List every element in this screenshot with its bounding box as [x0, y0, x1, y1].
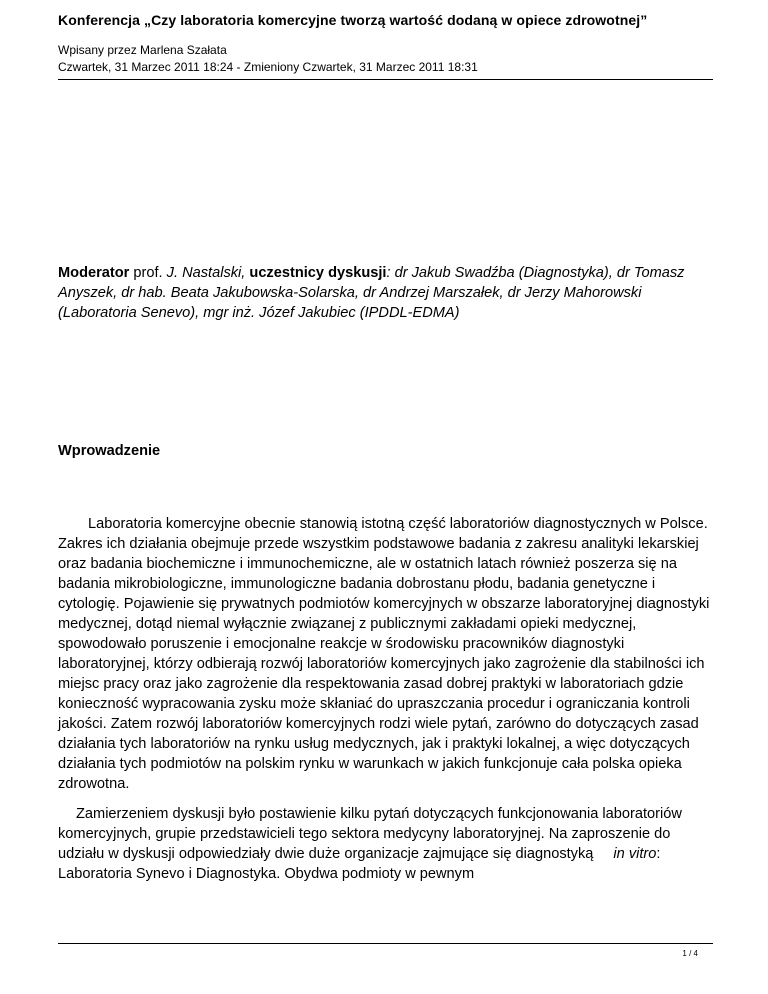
- section-title: Wprowadzenie: [58, 443, 161, 459]
- dates-line: Czwartek, 31 Marzec 2011 18:24 - Zmieniony Czwartek, 31 Marzec 2011 18:31: [58, 60, 478, 74]
- paragraph-2: [58, 804, 718, 884]
- page-header-title: Konferencja „Czy laboratoria komercyjne tworzą wartość dodaną w opiece zdrowotnej”: [58, 12, 648, 28]
- paragraph-2-text: Zamierzeniem dyskusji było postawienie kilku pytań dotyczących funkcjonowania laboratoriów komercyjnych, grupie przedstawicieli tego sektora medycyny laboratoryjnej. Na zaproszenie do udziału w dyskusji odpowiedziały dwie duże organizacje zajmujące się diagnostyką: [58, 806, 682, 862]
- paragraph-2-italic: in vitro: [613, 846, 657, 862]
- paragraph-1: [58, 514, 718, 794]
- author-line: Wpisany przez Marlena Szałata: [58, 43, 227, 57]
- moderator-prefix: prof.: [129, 265, 167, 281]
- moderator-name: J. Nastalski,: [166, 265, 246, 281]
- paragraph-1-text: Laboratoria komercyjne obecnie stanowią istotną część laboratoriów diagnostycznych w Polsce. Zakres ich działania obejmuje przede wszystkim podstawowe badania z zakresu analityki lekarskiej oraz badania biochemiczne i immunochemiczne, ale w ostatnich latach również poszerza się na badania mikrobiologiczne, immunologiczne badania dobrostanu płodu, badania genetyczne i cytologię. Pojawienie się prywatnych podmiotów komercyjnych w obszarze laboratoryjnej diagnostyki medycznej, dotąd niemal wyłącznie związanej z publicznymi zakładami opieki medycznej, spowodowało poruszenie i emocjonalne reakcje w środowisku pracowników diagnostyki laboratoryjnej, którzy odbierają rozwój laboratoriów komercyjnych jako zagrożenie dla stabilności ich miejsc pracy oraz jako zagrożenie dla respektowania zasad dobrej praktyki w laboratoriach gdzie konieczność wypracowania zysku może skłaniać do upraszczania procedur i ograniczania kontroli jakości. Zatem rozwój laboratoriów komercyjnych rodzi wiele pytań, zarówno do dotyczących zasad działania tych laboratoriów na rynku usług medycznych, jak i praktyki lokalnej, a więc dotyczących działania tych podmiotów na polskim rynku w warunkach w jakich funkcjonuje cała polska opieka zdrowotna.: [58, 516, 710, 792]
- moderator-label: Moderator: [58, 265, 130, 281]
- paragraph-2-text-after: : Laboratoria Synevo i Diagnostyka. Obydwa podmioty w pewnym: [58, 846, 661, 882]
- footer-divider: [58, 943, 713, 944]
- header-divider: [58, 79, 713, 80]
- moderator-paragraph: [58, 263, 718, 323]
- participants-list: : dr Jakub Swadźba (Diagnostyka), dr Tomasz Anyszek, dr hab. Beata Jakubowska-Solarska, dr Andrzej Marszałek, dr Jerzy Mahorowski (Laboratoria Senevo), mgr inż. Józef Jakubiec (IPDDL-EDMA): [58, 265, 685, 321]
- page-number: 1 / 4: [682, 949, 698, 958]
- participants-label: uczestnicy dyskusji: [245, 265, 387, 281]
